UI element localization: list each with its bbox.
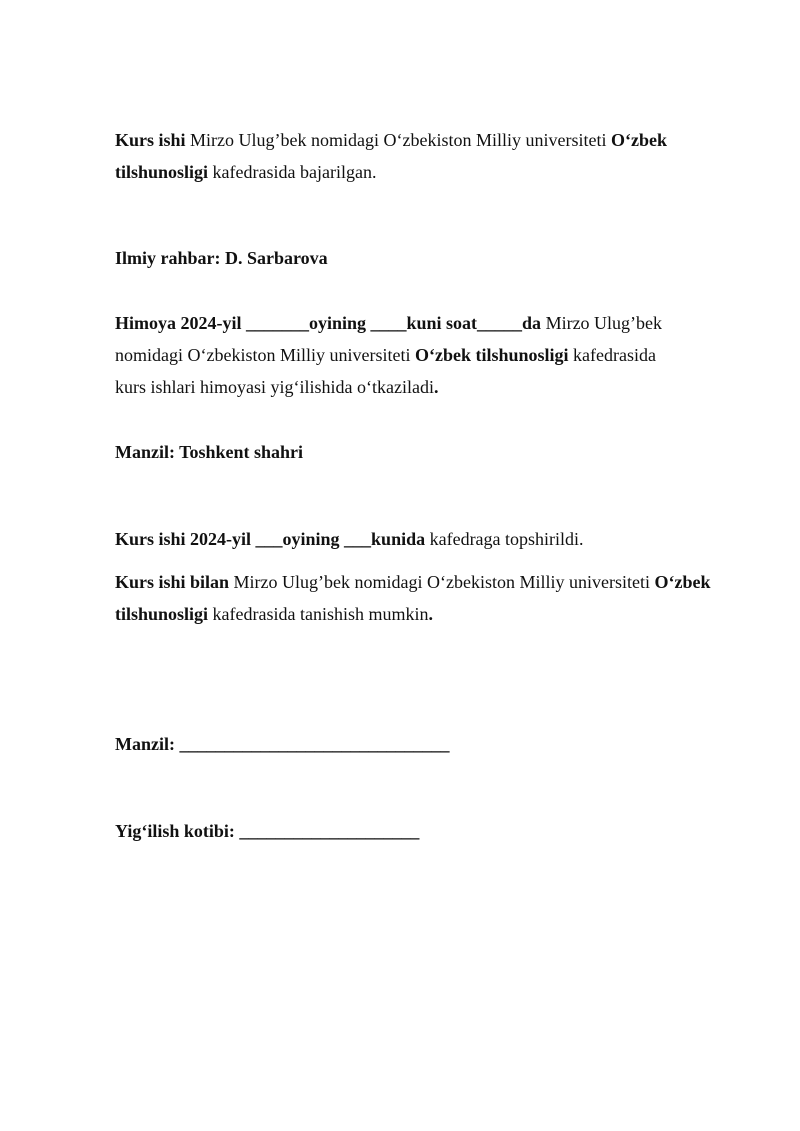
supervisor-line [115, 242, 745, 274]
university-text: Mirzo Ulug’bek nomidagi O‘zbekiston Milliy universiteti [185, 130, 611, 150]
department-name: O‘zbek tilshunosligi [115, 572, 711, 624]
submitted-text: kafedraga topshirildi. [425, 529, 584, 549]
supervisor-text: Ilmiy rahbar: D. Sarbarova [115, 248, 328, 268]
address-blank-text: Manzil: ______________________________ [115, 734, 450, 754]
period: . [428, 604, 434, 624]
university-text: Mirzo Ulug’bek nomidagi O‘zbekiston Milliy universiteti [229, 572, 655, 592]
department-name: O‘zbek tilshunosligi [414, 345, 569, 365]
review-paragraph [115, 566, 745, 630]
review-text: kafedrasida tanishish mumkin [208, 604, 429, 624]
address-text: Manzil: Toshkent shahri [115, 442, 304, 462]
address-blank-line [115, 728, 745, 760]
review-label: Kurs ishi bilan [115, 572, 230, 592]
university-text: Mirzo Ulug’bek nomidagi O‘zbekiston Milliy universiteti [115, 313, 663, 365]
defense-meeting-text: kafedrasida kurs ishlari himoyasi yig‘ilishida o‘tkaziladi [115, 345, 656, 397]
submission-line [115, 523, 745, 555]
completed-text: kafedrasida bajarilgan. [208, 162, 377, 182]
defense-paragraph [115, 307, 675, 403]
intro-paragraph [115, 124, 745, 188]
secretary-line [115, 815, 745, 847]
secretary-text: Yig‘ilish kotibi: ____________________ [115, 821, 420, 841]
submission-date-label: Kurs ishi 2024-yil ___oyining ___kunida [115, 529, 426, 549]
period: . [433, 377, 439, 397]
department-name: O‘zbek tilshunosligi [115, 130, 667, 182]
defense-date-label: Himoya 2024-yil _______oyining ____kuni soat_____da [115, 313, 542, 333]
kurs-ishi-label: Kurs ishi [115, 130, 186, 150]
address-line [115, 436, 745, 468]
